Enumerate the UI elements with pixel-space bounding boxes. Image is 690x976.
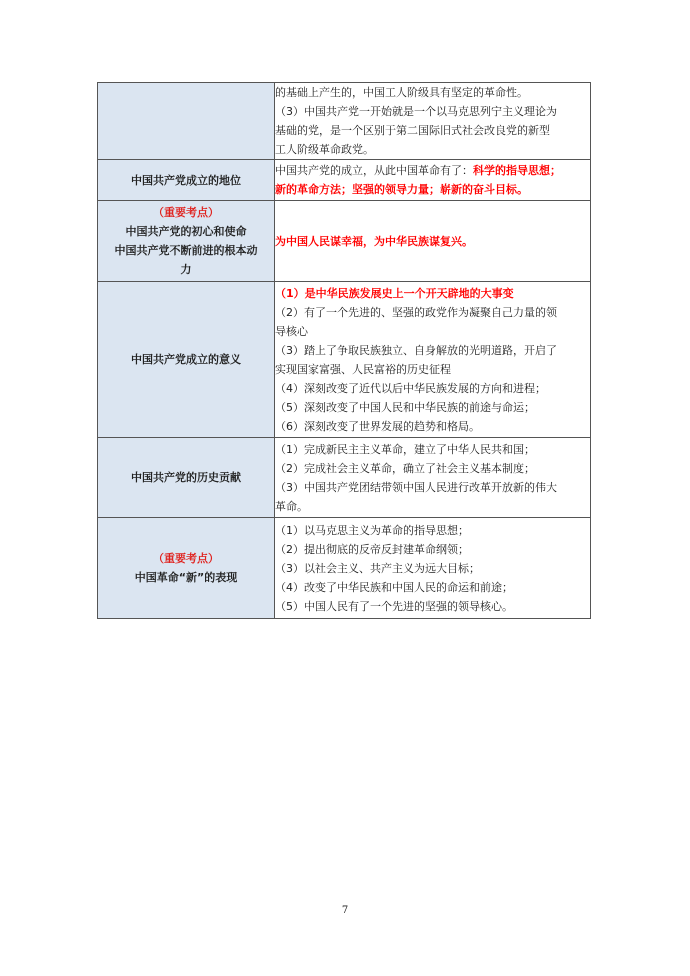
content-line: （2）提出彻底的反帝反封建革命纲领； <box>275 542 469 556</box>
row-label: 中国共产党成立的地位 <box>131 173 241 187</box>
table-row <box>98 438 591 518</box>
table-row <box>98 282 591 438</box>
row-label-cell <box>98 518 275 619</box>
content-line <box>275 161 590 180</box>
content-line: （3）中国共产党团结带领中国人民进行改革开放新的伟大 <box>275 480 557 494</box>
content-line: （5）中国人民有了一个先进的坚强的领导核心。 <box>275 599 513 613</box>
content-line: （6）深刻改变了世界发展的趋势和格局。 <box>275 419 480 433</box>
table-row <box>98 201 591 282</box>
row-label-cell <box>98 438 275 518</box>
row-label-cell <box>98 282 275 438</box>
content-line: （5）深刻改变了中国人民和中华民族的前途与命运； <box>275 400 535 414</box>
content-highlight: 新的革命方法；坚强的领导力量；崭新的奋斗目标。 <box>275 183 528 196</box>
key-point-tag: （重要考点） <box>153 206 219 219</box>
table-row <box>98 518 591 619</box>
content-line: 导核心 <box>275 324 308 338</box>
content-line: （4）深刻改变了近代以后中华民族发展的方向和进程； <box>275 381 546 395</box>
row-content-cell <box>275 282 591 438</box>
row-label-cell <box>98 201 275 282</box>
content-line: （1）完成新民主主义革命，建立了中华人民共和国； <box>275 442 535 456</box>
row-content-cell <box>275 201 591 282</box>
table-row <box>98 160 591 201</box>
content-line: （3）以社会主义、共产主义为远大目标； <box>275 561 480 575</box>
row-label: 力 <box>180 263 192 276</box>
row-label: 中国共产党不断前进的根本动 <box>114 244 258 257</box>
row-label-cell <box>98 160 275 201</box>
content-line: 的基础上产生的，中国工人阶级具有坚定的革命性。 <box>275 86 528 99</box>
key-point-tag: （重要考点） <box>153 552 219 565</box>
content-line: （3）踏上了争取民族独立、自身解放的光明道路，开启了 <box>275 343 557 357</box>
page-number: 7 <box>341 905 349 916</box>
row-content-cell <box>275 518 591 619</box>
row-content-cell <box>275 160 591 201</box>
content-line: （4）改变了中华民族和中国人民的命运和前途； <box>275 580 513 594</box>
content-text: 中国共产党的成立，从此中国革命有了： <box>275 164 473 177</box>
row-label: 中国共产党的初心和使命 <box>125 225 247 238</box>
row-label-cell <box>98 83 275 160</box>
content-highlight: 为中国人民谋幸福，为中华民族谋复兴。 <box>275 234 473 248</box>
content-line: 革命。 <box>275 499 308 513</box>
table-row <box>98 83 591 160</box>
row-label: 中国共产党的历史贡献 <box>131 471 241 484</box>
content-line: 基础的党，是一个区别于第二国际旧式社会改良党的新型 <box>275 124 550 137</box>
row-label: 中国革命“新”的表现 <box>134 571 238 584</box>
row-content-cell <box>275 83 591 160</box>
content-line: 实现国家富强、人民富裕的历史征程 <box>275 362 451 376</box>
content-line: （1）以马克思主义为革命的指导思想； <box>275 523 469 537</box>
content-table <box>97 82 591 619</box>
content-line: 工人阶级革命政党。 <box>275 143 374 156</box>
content-line: （2）有了一个先进的、坚强的政党作为凝聚自己力量的领 <box>275 305 557 319</box>
row-label: 中国共产党成立的意义 <box>131 353 241 366</box>
content-line: （2）完成社会主义革命，确立了社会主义基本制度； <box>275 461 535 475</box>
content-highlight: （1）是中华民族发展史上一个开天辟地的大事变 <box>275 286 514 300</box>
content-line: （3）中国共产党一开始就是一个以马克思列宁主义理论为 <box>275 105 557 118</box>
row-content-cell <box>275 438 591 518</box>
content-highlight: 科学的指导思想； <box>473 164 561 177</box>
